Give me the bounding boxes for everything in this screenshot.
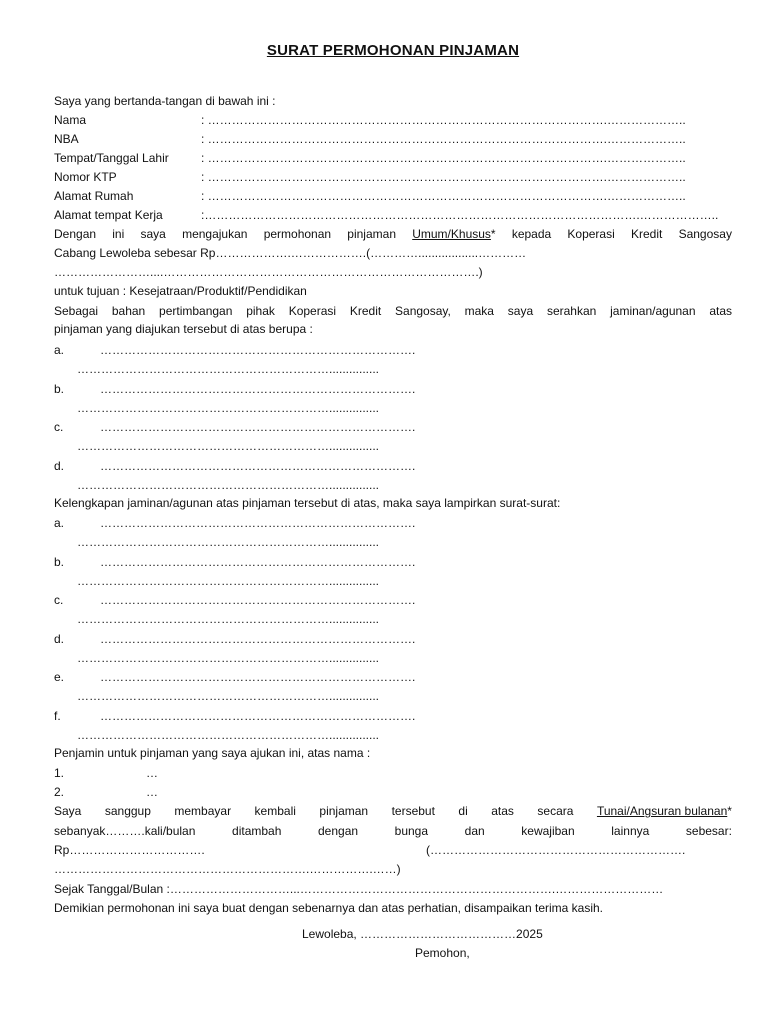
repayment-word: atas <box>491 804 514 818</box>
repayment-word: kembali <box>254 804 296 818</box>
list-dots-line-2: ………………………………………………………............... <box>77 612 380 626</box>
collateral-intro-word: Sebagai <box>54 304 99 318</box>
repayment-word: kewajiban <box>521 824 575 838</box>
field-value: : ……………………………………………………………………………………….……………….. <box>201 170 686 184</box>
request-line-1 <box>54 226 732 242</box>
request-word: mengajukan <box>182 227 248 241</box>
collateral-intro-word: bahan <box>111 304 146 318</box>
list-letter: a. <box>54 516 65 530</box>
field-value: :……………………………………………………………………………………………….……………….. <box>201 208 719 222</box>
collateral-intro-1 <box>54 303 732 319</box>
list-dots-line-2: ………………………………………………………............... <box>77 573 380 588</box>
list-letter: b. <box>54 381 65 396</box>
collateral-intro-word: jaminan/agunan <box>610 304 696 318</box>
list-dots-line-1: ……………………………………………………………………. <box>100 381 416 396</box>
field-label: NBA <box>54 132 79 146</box>
list-dots-line-1: ……………………………………………………………………. <box>100 593 416 607</box>
collateral-intro-word: atas <box>709 304 732 318</box>
repayment-word: lainnya <box>611 824 650 838</box>
request-word: Sangosay <box>678 227 732 241</box>
list-dots-line-1: ……………………………………………………………………. <box>100 458 416 473</box>
list-dots-line-1: ……………………………………………………………………. <box>100 343 416 357</box>
request-word: kepada <box>511 227 552 241</box>
request-word: Dengan <box>54 227 97 241</box>
repayment-word: sanggup <box>104 804 151 818</box>
repayment-word: Saya <box>54 804 82 818</box>
collateral-intro-word: pertimbangan <box>159 304 233 318</box>
repayment-word: membayar <box>174 804 232 818</box>
field-label: Tempat/Tanggal Lahir <box>54 151 169 165</box>
intro-text: Saya yang bertanda-tangan di bawah ini : <box>54 94 276 108</box>
list-dots-line-2: ………………………………………………………............... <box>77 650 380 665</box>
list-dots-line-1: ……………………………………………………………………. <box>100 420 416 434</box>
repayment-word: di <box>458 804 468 818</box>
request-word: pinjaman <box>347 227 396 241</box>
repayment-word: pinjaman <box>319 804 369 818</box>
list-dots-line-1: ……………………………………………………………………. <box>100 516 416 530</box>
request-word: Koperasi <box>567 227 615 241</box>
list-letter: b. <box>54 554 65 569</box>
list-dots-line-2: ………………………………………………………............... <box>77 535 380 549</box>
repayment-amount: Rp……………………………. <box>54 843 205 857</box>
attachments-intro: Kelengkapan jaminan/agunan atas pinjaman tersebut di atas, maka saya lampirkan surat-surat: <box>54 496 561 510</box>
list-dots-line-1: ……………………………………………………………………. <box>100 670 416 684</box>
collateral-intro-2: pinjaman yang diajukan tersebut di atas berupa : <box>54 322 313 336</box>
field-label: Alamat tempat Kerja <box>54 208 163 222</box>
request-word: permohonan <box>263 227 332 241</box>
list-letter: e. <box>54 670 65 684</box>
request-line-3: ……………………....…………………………………………………………………….) <box>54 265 483 279</box>
request-line-2: Cabang Lewoleba sebesar Rp……………….……………….(…………..................………… <box>54 246 527 260</box>
list-letter: d. <box>54 458 65 473</box>
field-value: : ……………………………………………………………………………………….……………….. <box>201 151 686 165</box>
list-dots-line-2: ………………………………………………………............... <box>77 439 380 453</box>
list-letter: a. <box>54 343 65 357</box>
repayment-method-group <box>597 803 732 819</box>
collateral-intro-word: saya <box>507 304 534 318</box>
list-dots-line-2: ………………………………………………………............... <box>77 727 380 742</box>
list-dots-line-1: ……………………………………………………………………. <box>100 708 416 723</box>
repayment-word: ditambah <box>232 824 282 838</box>
list-dots-line-2: ………………………………………………………............... <box>77 400 380 415</box>
repayment-word: dan <box>464 824 485 838</box>
list-dots-line-2: ………………………………………………………............... <box>77 689 380 703</box>
signer-label: Pemohon, <box>415 946 470 960</box>
list-dots-line-1: ……………………………………………………………………. <box>100 554 416 569</box>
repayment-line-1 <box>54 803 732 819</box>
repayment-word: dengan <box>318 824 359 838</box>
field-value: : ……………………………………………………………………………………….……………….. <box>201 132 686 146</box>
repayment-word: secara <box>537 804 574 818</box>
repayment-amount-words: (………………………………………………………. <box>426 843 686 857</box>
list-dots-line-2: ………………………………………………………............... <box>77 362 380 376</box>
list-letter: f. <box>54 708 61 723</box>
list-letter: d. <box>54 631 65 646</box>
list-letter: c. <box>54 420 64 434</box>
loan-type-star: * <box>490 227 496 241</box>
field-label: Nomor KTP <box>54 170 117 184</box>
list-dots-line-2: ………………………………………………………............... <box>77 477 380 492</box>
collateral-intro-word: pihak <box>246 304 275 318</box>
request-word: ini <box>112 227 125 241</box>
collateral-intro-word: Kredit <box>349 304 382 318</box>
list-letter: c. <box>54 593 64 607</box>
guarantor-name: … <box>146 785 158 799</box>
repayment-line-2 <box>54 823 732 839</box>
guarantor-number: 1. <box>54 766 65 780</box>
place-date: Lewoleba, …………………………………2025 <box>302 927 543 941</box>
since-date: Sejak Tanggal/Bulan :…………………………...……………………………………………………….……………………… <box>54 882 664 896</box>
repayment-word: bunga <box>394 824 429 838</box>
guarantor-name: … <box>146 766 158 780</box>
guarantor-intro: Penjamin untuk pinjaman yang saya ajukan ini, atas nama : <box>54 746 371 760</box>
field-value: : ……………………………………………………………………………………….……………….. <box>201 189 686 203</box>
request-word: saya <box>140 227 166 241</box>
request-word: Kredit <box>631 227 663 241</box>
repayment-word: sebanyak……….kali/bulan <box>54 824 196 838</box>
field-label: Alamat Rumah <box>54 189 134 203</box>
repayment-method: Tunai/Angsuran bulanan <box>596 804 728 818</box>
purpose-text: untuk tujuan : Kesejatraan/Produktif/Pendidikan <box>54 284 307 298</box>
repayment-line-4: ……………………………………………………….…………….……) <box>54 862 401 876</box>
collateral-intro-word: Sangosay, <box>395 304 451 318</box>
collateral-intro-word: serahkan <box>546 304 597 318</box>
closing-text: Demikian permohonan ini saya buat dengan sebenarnya dan atas perhatian, disampaikan terima kasih. <box>54 901 604 915</box>
field-label: Nama <box>54 113 87 127</box>
guarantor-number: 2. <box>54 785 65 799</box>
loan-type-group <box>412 226 495 242</box>
repayment-word: sebesar: <box>685 824 732 838</box>
letter-title: SURAT PERMOHONAN PINJAMAN <box>266 42 520 59</box>
repayment-word: tersebut <box>391 804 435 818</box>
field-value: : ……………………………………………………………………………………….……………….. <box>201 113 686 127</box>
collateral-intro-word: Koperasi <box>288 304 337 318</box>
collateral-intro-word: maka <box>464 304 494 318</box>
list-dots-line-1: ……………………………………………………………………. <box>100 631 416 646</box>
loan-type: Umum/Khusus <box>412 227 491 241</box>
repayment-method-star: * <box>727 804 732 818</box>
